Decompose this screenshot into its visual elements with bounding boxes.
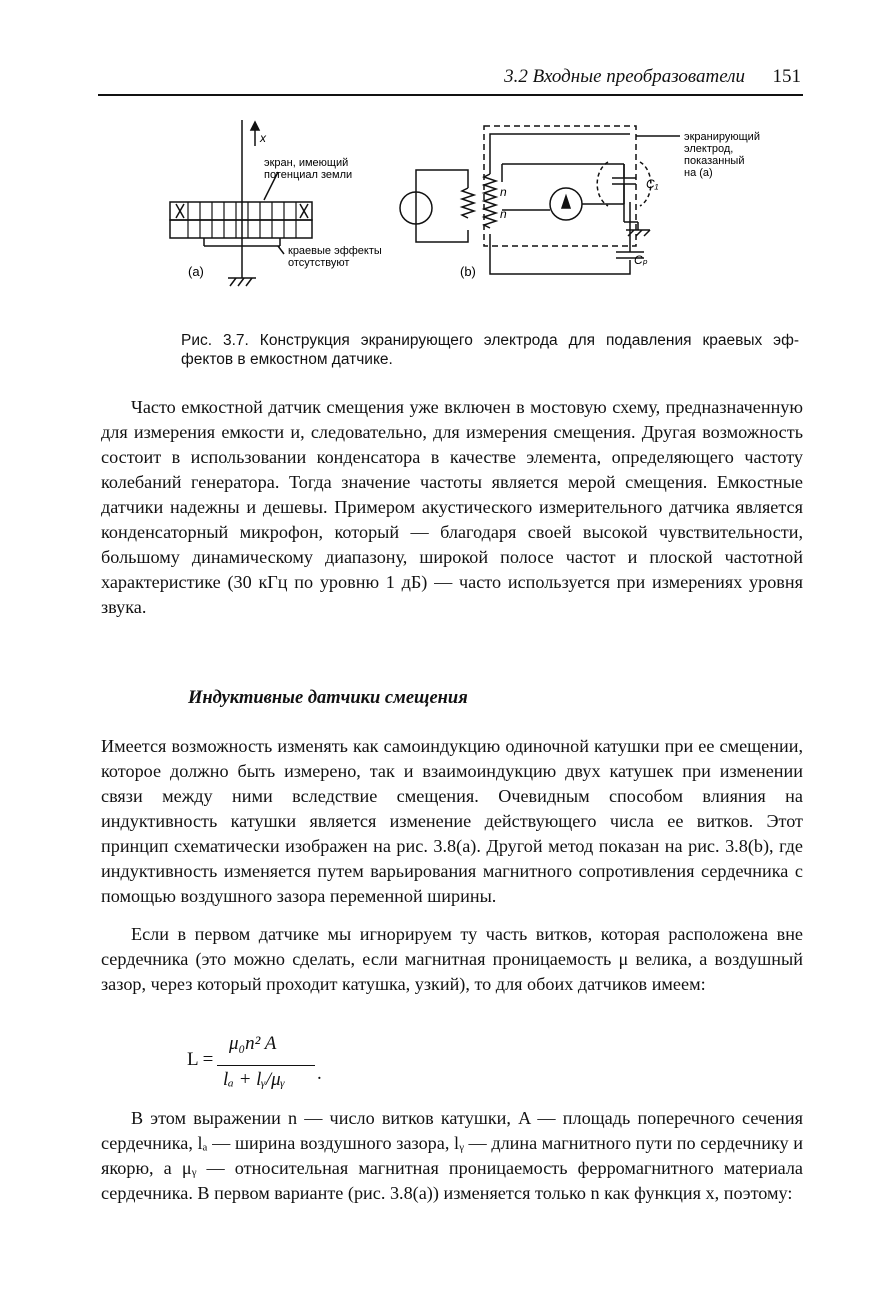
page-header — [98, 62, 803, 96]
figure-b-electrode-label-1: экранирующий — [684, 131, 760, 143]
figure-a-screen-label-2: потенциал земли — [264, 169, 353, 181]
formula-trailing: . — [317, 1063, 322, 1084]
section-heading: Индуктивные датчики смещения — [188, 688, 468, 708]
figure-b-electrode-label-4: на (а) — [684, 167, 713, 179]
figure-b-electrode-label-2: электрод, — [684, 143, 734, 155]
figure-a-screen-label-1: экран, имеющий — [264, 157, 349, 169]
figure-b-cp-label: Cₚ — [634, 253, 648, 267]
figure-b-c1-label: C₁ — [646, 177, 659, 191]
formula-denominator: lₐ + lᵧ/μᵧ — [223, 1069, 286, 1090]
caption-line-2: фектов в емкостном датчике. — [181, 351, 393, 368]
running-title: 3.2 Входные преобразователи — [504, 66, 745, 87]
formula-lhs: L = — [187, 1049, 214, 1070]
caption-line-1: Рис. 3.7. Конструкция экранирующего электрода для подавления краевых эф- — [181, 332, 799, 349]
inductance-formula — [187, 1033, 347, 1095]
paragraph-2: Имеется возможность изменять как самоиндукцию одиночной катушки при ее смещении, которое должно быть измерено, так и взаимоиндукцию двух катушек при изменении связи между ними вследствие смещения. Очевидным способом влияния на индуктивность катушки является изменение действующего числа ее витков. Этот принцип схематически изображен на рис. 3.8(а). Другой метод показан на рис. 3.8(b), где индуктивность изменяется путем варьирования магнитного сопротивления сердечника с помощью воздушного зазора переменной ширины. — [101, 736, 803, 906]
figure-b-turns-label-top: n — [500, 185, 507, 199]
figure-a-panel-label: (a) — [188, 264, 204, 279]
figure-b-turns-label-bottom: n — [500, 207, 507, 221]
figure-a-axis-label: x — [260, 131, 266, 145]
figure-3-7 — [160, 112, 800, 302]
paragraph-4: В этом выражении n — число витков катушки, A — площадь поперечного сечения сердечника, lₐ — ширина воздушного зазора, lᵧ — длина магнитного пути по сердечнику и якорю, а μᵧ — относительная магнитная проницаемость ферромагнитного материала сердечника. В первом варианте (рис. 3.8(а)) изменяется только n как функция x, поэтому: — [101, 1108, 803, 1203]
figure-caption — [181, 331, 799, 369]
formula-numerator: μ₀n² A — [229, 1033, 277, 1054]
formula-fraction-bar — [217, 1065, 315, 1066]
figure-a-edge-label-1: краевые эффекты — [288, 245, 382, 257]
paragraph-1: Часто емкостной датчик смещения уже включен в мостовую схему, предназначенную для измерения емкости и, следовательно, для измерения смещения. Другая возможность состоит в использовании конденсатора в качестве элемента, определяющего частоту колебаний генератора. Тогда значение частоты является мерой смещения. Емкостные датчики надежны и дешевы. Примером акустического измерительного датчика является конденсаторный микрофон, который — благодаря своей высокой чувствительности, большому динамическому диапазону, широкой полосе частот и плоской частотной характеристике (30 кГц по уровню 1 дБ) — часто используется при измерениях уровня звука. — [101, 397, 803, 617]
figure-a-edge-label-2: отсутствуют — [288, 257, 350, 269]
figure-panel-b — [400, 126, 680, 274]
figure-b-panel-label: (b) — [460, 264, 476, 279]
figure-b-electrode-label-3: показанный — [684, 155, 745, 167]
paragraph-3: Если в первом датчике мы игнорируем ту часть витков, которая расположена вне сердечника (это можно сделать, если магнитная проницаемость μ велика, а воздушный зазор, через который проходит катушка, узкий), то для обоих датчиков имеем: — [101, 924, 803, 994]
page-number: 151 — [772, 66, 801, 87]
